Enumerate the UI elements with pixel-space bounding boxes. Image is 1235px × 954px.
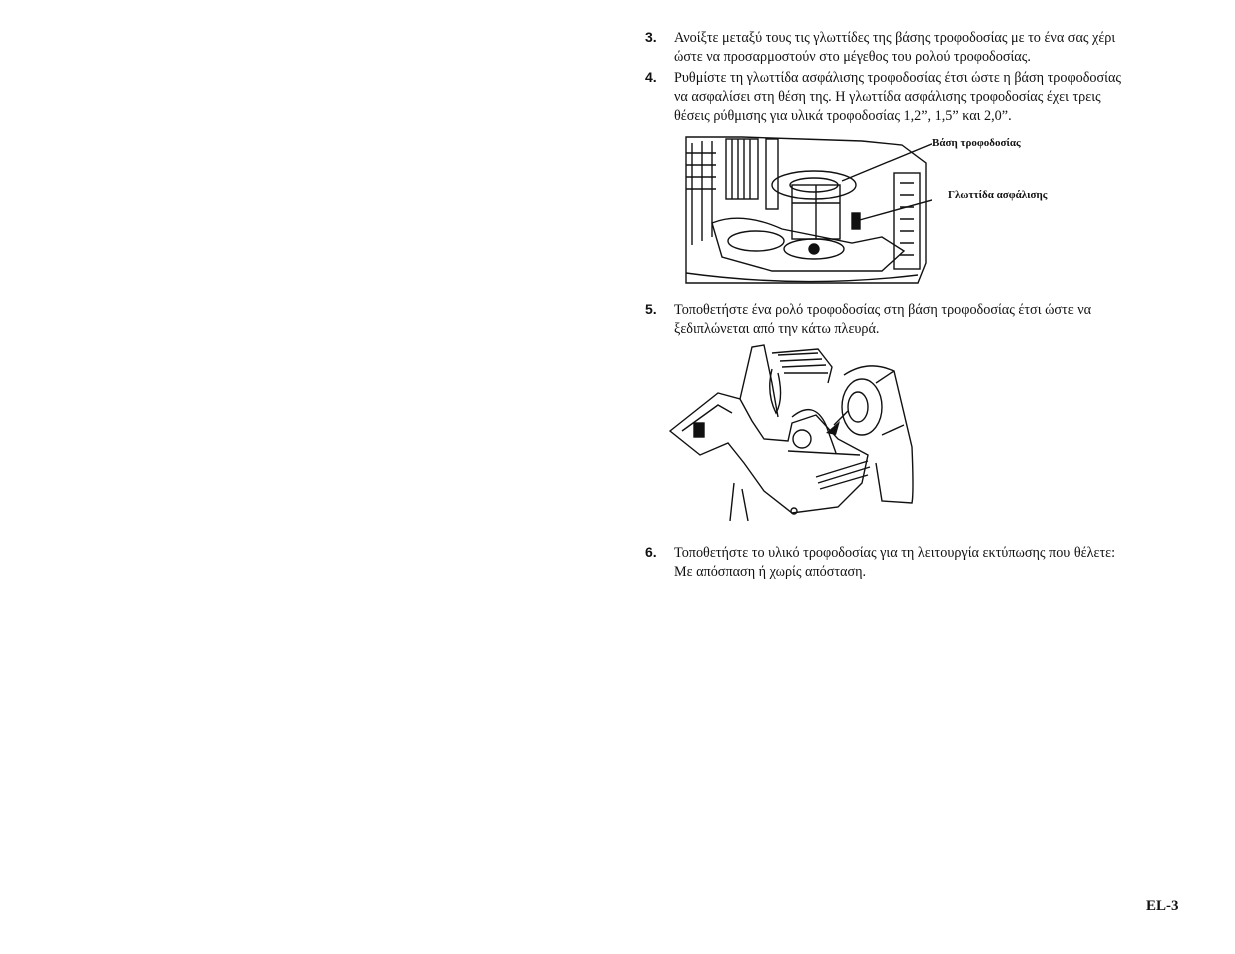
printer-roll-drawing — [668, 343, 920, 521]
media-holder-callout: Βάση τροφοδοσίας — [932, 137, 1021, 149]
step-text — [674, 544, 1184, 582]
step-line: ξεδιπλώνεται από την κάτω πλευρά. — [674, 321, 880, 337]
step-line: Ανοίξτε μεταξύ τους τις γλωττίδες της βάσης τροφοδοσίας με το ένα σας χέρι — [674, 30, 1116, 46]
step-line: ώστε να προσαρμοστούν στο μέγεθος του ρολού τροφοδοσίας. — [674, 49, 1031, 65]
step-text — [674, 301, 1184, 339]
step-line: Ρυθμίστε τη γλωττίδα ασφάλισης τροφοδοσίας έτσι ώστε η βάση τροφοδοσίας — [674, 70, 1122, 86]
step-line: Με απόσπαση ή χωρίς απόσταση. — [674, 564, 867, 580]
step-text — [674, 29, 1184, 67]
step-number: 4. — [645, 69, 657, 85]
page-number: EL-3 — [1146, 898, 1179, 914]
step-number: 3. — [645, 29, 657, 45]
step-number: 6. — [645, 544, 657, 560]
step-line: Τοποθετήστε ένα ρολό τροφοδοσίας στη βάση τροφοδοσίας έτσι ώστε να — [674, 302, 1092, 318]
media-holder-illustration — [682, 133, 1072, 285]
step-line: Τοποθετήστε το υλικό τροφοδοσίας για τη λειτουργία εκτύπωσης που θέλετε: — [674, 545, 1116, 561]
step-text — [674, 69, 1184, 126]
step-number: 5. — [645, 301, 657, 317]
step-line: να ασφαλίσει στη θέση της. Η γλωττίδα ασφάλισης τροφοδοσίας έχει τρεις — [674, 89, 1101, 105]
media-latch-callout: Γλωττίδα ασφάλισης — [948, 189, 1048, 201]
step-line: θέσεις ρύθμισης για υλικά τροφοδοσίας 1,2”, 1,5” και 2,0”. — [674, 108, 1012, 124]
media-roll-loading-illustration — [668, 343, 920, 521]
printer-interior-drawing — [682, 133, 932, 285]
